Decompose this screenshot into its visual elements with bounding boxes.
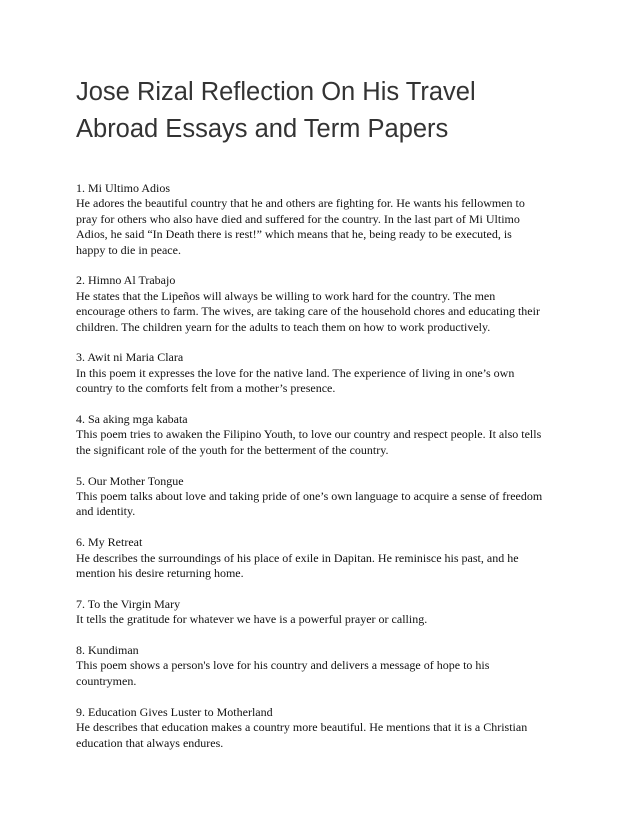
document-body <box>76 181 576 766</box>
body-line: This poem tries to awaken the Filipino Youth, to love our country and respect people. It also tells <box>76 427 542 442</box>
body-line: He adores the beautiful country that he and others are fighting for. He wants his fellowmen to <box>76 196 525 211</box>
section-heading: 4. Sa aking mga kabata <box>76 412 188 427</box>
poem-section <box>76 535 576 581</box>
poem-section <box>76 597 576 628</box>
page-title <box>76 74 616 148</box>
section-heading: 6. My Retreat <box>76 535 143 550</box>
body-line: He describes that education makes a country more beautiful. He mentions that it is a Christian <box>76 720 528 735</box>
body-line: pray for others who also have died and suffered for the country. In the last part of Mi Ultimo <box>76 211 520 226</box>
body-line: and identity. <box>76 504 136 519</box>
body-line: encourage others to farm. The wives, are taking care of the household chores and educating their <box>76 304 540 319</box>
body-line: In this poem it expresses the love for the native land. The experience of living in one’s own <box>76 365 515 380</box>
section-heading: 1. Mi Ultimo Adios <box>76 181 171 195</box>
body-line: countrymen. <box>76 673 137 688</box>
body-line: He describes the surroundings of his place of exile in Dapitan. He reminisce his past, and he <box>76 550 519 565</box>
section-heading: 8. Kundiman <box>76 643 139 658</box>
title-line: Abroad Essays and Term Papers <box>76 115 449 143</box>
section-heading: 9. Education Gives Luster to Motherland <box>76 704 273 719</box>
body-line: the significant role of the youth for the betterment of the country. <box>76 442 389 457</box>
section-heading: 3. Awit ni Maria Clara <box>76 350 184 365</box>
body-line: happy to die in peace. <box>76 242 181 257</box>
body-line: Adios, he said “In Death there is rest!” which means that he, being ready to be executed, is <box>76 227 512 242</box>
body-line: country to the comforts felt from a mother’s presence. <box>76 381 336 396</box>
body-line: children. The children yearn for the adults to teach them on how to work productively. <box>76 319 491 334</box>
section-heading: 7. To the Virgin Mary <box>76 596 181 611</box>
poem-section <box>76 705 576 751</box>
title-line: Jose Rizal Reflection On His Travel <box>76 78 476 106</box>
body-line: It tells the gratitude for whatever we have is a powerful prayer or calling. <box>76 612 428 627</box>
section-heading: 5. Our Mother Tongue <box>76 473 184 488</box>
body-line: mention his desire returning home. <box>76 566 244 581</box>
poem-section <box>76 181 576 258</box>
poem-section <box>76 643 576 689</box>
body-line: This poem shows a person's love for his country and delivers a message of hope to his <box>76 658 490 673</box>
poem-section <box>76 474 576 520</box>
poem-section <box>76 350 576 396</box>
body-line: This poem talks about love and taking pride of one’s own language to acquire a sense of freedom <box>76 489 543 504</box>
body-line: education that always endures. <box>76 735 224 750</box>
poem-section <box>76 273 576 335</box>
body-line: He states that the Lipeños will always be willing to work hard for the country. The men <box>76 288 496 303</box>
section-heading: 2. Himno Al Trabajo <box>76 273 176 288</box>
poem-section <box>76 412 576 458</box>
